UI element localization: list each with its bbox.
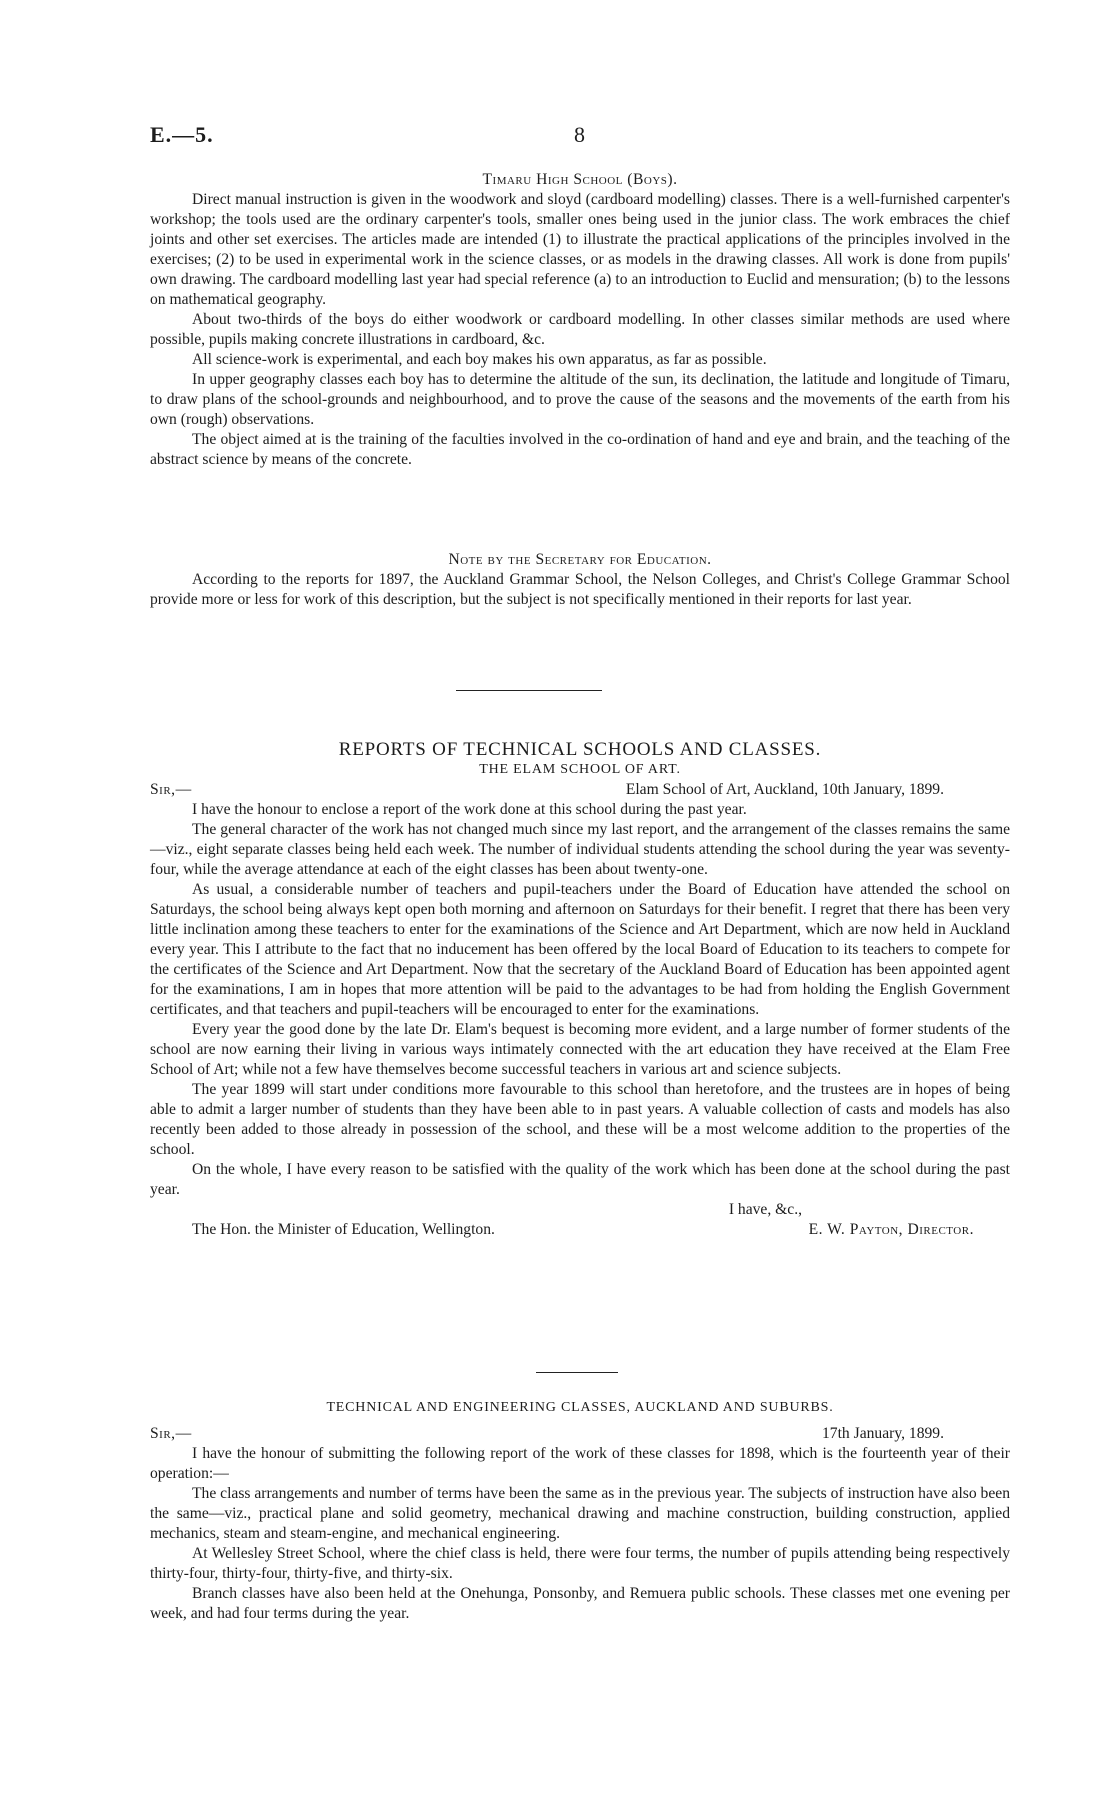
note-paragraph: According to the reports for 1897, the Auckland Grammar School, the Nelson Colleges, and Christ's College Grammar School provide more or less for work of this description, but the subject is not specifically mentioned in their reports for last year. [150,571,1010,608]
technical-paragraph: Branch classes have also been held at the Onehunga, Ponsonby, and Remuera public schools. These classes met one evening per week, and had four terms during the year. [150,1585,1010,1622]
technical-salutation: Sir,— [150,1425,192,1442]
technical-salutation-line [150,1424,1010,1444]
technical-paragraph: At Wellesley Street School, where the chief class is held, there were four terms, the number of pupils attending being respectively thirty-four, thirty-four, thirty-five, and thirty-six. [150,1545,1010,1582]
elam-paragraph: I have the honour to enclose a report of the work done at this school during the past year. [192,801,747,818]
technical-paragraph: I have the honour of submitting the following report of the work of these classes for 1898, which is the fourteenth year of their operation:— [150,1445,1010,1482]
timaru-paragraph: Direct manual instruction is given in the woodwork and sloyd (cardboard modelling) classes. There is a well-furnished carpenter's workshop; the tools used are the ordinary carpenter's tools, smaller ones being used in the junior class. The work embraces the chief joints and other set exercises. The articles made are intended (1) to illustrate the practical applications of the principles involved in the exercises; (2) to be used in experimental work in the science classes, or as models in the drawing classes. All work is done from pupils' own drawing. The cardboard modelling last year had special reference (a) to an introduction to Euclid and mensuration; (b) to the lessons on mathematical geography. [150,191,1010,308]
elam-heading: THE ELAM SCHOOL OF ART. [479,762,681,777]
elam-dateline: Elam School of Art, Auckland, 10th January, 1899. [625,781,944,798]
elam-paragraph: The general character of the work has not changed much since my last report, and the arrangement of the classes remains the same—viz., eight separate classes being held each week. The number of individual students attending the school during the year was seventy-four, while the average attendance at each of the eight classes has been about twenty-one. [150,821,1010,878]
elam-signature-line [150,1220,1010,1240]
timaru-paragraph: The object aimed at is the training of the faculties involved in the co-ordination of hand and eye and brain, and the teaching of the abstract science by means of the concrete. [150,431,1010,468]
note-section [150,550,1010,610]
elam-report-section [150,740,1010,1240]
page-number: 8 [574,122,585,147]
technical-dateline: 17th January, 1899. [822,1425,944,1442]
technical-heading: TECHNICAL AND ENGINEERING CLASSES, AUCKLAND AND SUBURBS. [326,1400,834,1415]
note-heading: Note by the Secretary for Education. [448,551,712,568]
elam-salutation: Sir,— [150,781,192,798]
elam-paragraph: The year 1899 will start under conditions more favourable to this school than heretofore, and the trustees are in hopes of being able to admit a larger number of students than they have been able to in past years. A valuable collection of casts and models has also recently been added to those already in possession of the school, and these will be a most welcome addition to the properties of the school. [150,1081,1010,1158]
elam-paragraph: Every year the good done by the late Dr. Elam's bequest is becoming more evident, and a large number of former students of the school are now earning their living in various ways intimately connected with the art education they have received at the Elam Free School of Art; while not a few have themselves become successful teachers in various art and science subjects. [150,1021,1010,1078]
elam-signature: E. W. Payton, Director. [808,1221,974,1238]
document-reference: E.—5. [150,122,214,147]
elam-closing: I have, &c., [728,1201,802,1218]
technical-paragraph: The class arrangements and number of terms have been the same as in the previous year. The subjects of instruction have also been the same—viz., practical plane and solid geometry, mechanical drawing and machine construction, building construction, applied mechanics, steam and steam-engine, and mechanical engineering. [150,1485,1010,1542]
timaru-paragraph: All science-work is experimental, and each boy makes his own apparatus, as far as possible. [192,351,767,368]
timaru-paragraph: About two-thirds of the boys do either woodwork or cardboard modelling. In other classes similar methods are used where possible, pupils making concrete illustrations in cardboard, &c. [150,311,1010,348]
elam-closing-line [150,1200,1010,1220]
reports-title: REPORTS OF TECHNICAL SCHOOLS AND CLASSES. [338,739,822,760]
section-divider [456,690,602,691]
timaru-section [150,170,1010,470]
elam-addressee: The Hon. the Minister of Education, Wellington. [192,1221,495,1238]
elam-paragraph: As usual, a considerable number of teachers and pupil-teachers under the Board of Education have attended the school on Saturdays, the school being always kept open both morning and afternoon on Saturdays for their benefit. I regret that there has been very little inclination among these teachers to enter for the examinations of the Science and Art Department, which are now held in Auckland every year. This I attribute to the fact that no inducement has been offered by the local Board of Education to its teachers to compete for the certificates of the Science and Art Department. Now that the secretary of the Auckland Board of Education has been appointed agent for the examinations, I am in hopes that more attention will be paid to the advantages to be had from holding the English Government certificates, and that teachers and pupil-teachers will be encouraged to enter for the examinations. [150,881,1010,1018]
elam-salutation-line [150,780,1010,800]
elam-paragraph: On the whole, I have every reason to be satisfied with the quality of the work which has been done at the school during the past year. [150,1161,1010,1198]
technical-report-section [150,1398,1010,1624]
section-divider [536,1372,618,1373]
timaru-paragraph: In upper geography classes each boy has to determine the altitude of the sun, its declination, the latitude and longitude of Timaru, to draw plans of the school-grounds and neighbourhood, and to prove the cause of the seasons and the movements of the earth from his own (rough) observations. [150,371,1010,428]
page-header [150,122,1010,151]
timaru-heading: Timaru High School (Boys). [482,171,678,188]
